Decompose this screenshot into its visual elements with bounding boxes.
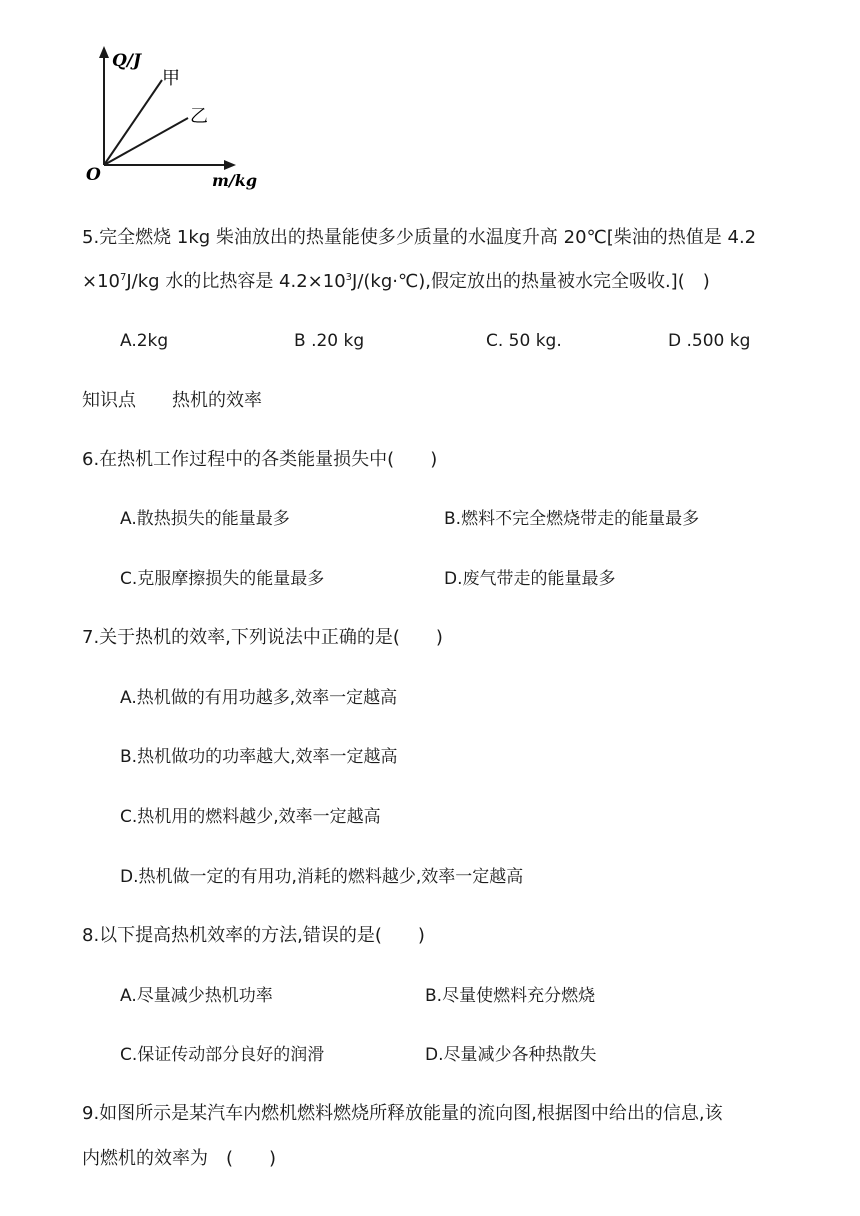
q8-option-c: C.保证传动部分良好的润滑: [120, 1045, 325, 1065]
x-axis-arrow: [224, 160, 236, 170]
q7-option-c: C.热机用的燃料越少,效率一定越高: [120, 807, 381, 827]
line-yi-label: 乙: [190, 106, 208, 127]
line-jia: [104, 80, 162, 165]
q8-option-a: A.尽量减少热机功率: [120, 986, 273, 1006]
q5-part-c: J/(kg·℃),假定放出的热量被水完全吸收.]( ): [352, 271, 710, 292]
q6-stem: 6.在热机工作过程中的各类能量损失中( ): [82, 449, 438, 470]
q7-option-b: B.热机做功的功率越大,效率一定越高: [120, 747, 398, 767]
q9-stem-line1: 9.如图所示是某汽车内燃机燃料燃烧所释放能量的流向图,根据图中给出的信息,该: [82, 1103, 723, 1124]
section-heading: [82, 389, 262, 413]
q5-option-b: B .20 kg: [294, 331, 365, 351]
q8-option-b: B.尽量使燃料充分燃烧: [425, 986, 596, 1006]
q5-stem-line2: [82, 270, 710, 294]
q5-stem-line1: 5.完全燃烧 1kg 柴油放出的热量能使多少质量的水温度升高 20℃[柴油的热值是 4.2: [82, 227, 757, 248]
q8-stem: 8.以下提高热机效率的方法,错误的是( ): [82, 925, 425, 946]
q6-option-b: B.燃料不完全燃烧带走的能量最多: [444, 509, 700, 529]
q5-exp2: 3: [345, 272, 353, 283]
x-axis-label: m/kg: [212, 171, 258, 190]
q5-exp1: 7: [120, 272, 127, 283]
q-m-graph: [78, 38, 268, 198]
q8-option-d: D.尽量减少各种热散失: [425, 1045, 597, 1065]
y-axis-arrow: [99, 46, 109, 58]
q6-option-d: D.废气带走的能量最多: [444, 569, 616, 589]
section-title: 热机的效率: [172, 390, 262, 411]
y-axis-label: Q/J: [112, 51, 142, 71]
q5-part-b: J/kg 水的比热容是 4.2×10: [126, 271, 346, 292]
q7-option-a: A.热机做的有用功越多,效率一定越高: [120, 688, 398, 708]
line-jia-label: 甲: [162, 68, 180, 89]
q5-option-d: D .500 kg: [668, 331, 751, 351]
section-prefix: 知识点: [82, 390, 136, 411]
q5-option-c: C. 50 kg.: [486, 331, 562, 351]
q9-stem-line2: 内燃机的效率为 ( ): [82, 1148, 277, 1169]
q7-option-d: D.热机做一定的有用功,消耗的燃料越少,效率一定越高: [120, 867, 524, 887]
q5-part-a: ×10: [82, 271, 120, 292]
q6-option-c: C.克服摩擦损失的能量最多: [120, 569, 325, 589]
q5-option-a: A.2kg: [120, 331, 169, 351]
origin-label: O: [86, 165, 101, 185]
q7-stem: 7.关于热机的效率,下列说法中正确的是( ): [82, 627, 443, 648]
q6-option-a: A.散热损失的能量最多: [120, 509, 290, 529]
line-yi: [104, 118, 188, 165]
